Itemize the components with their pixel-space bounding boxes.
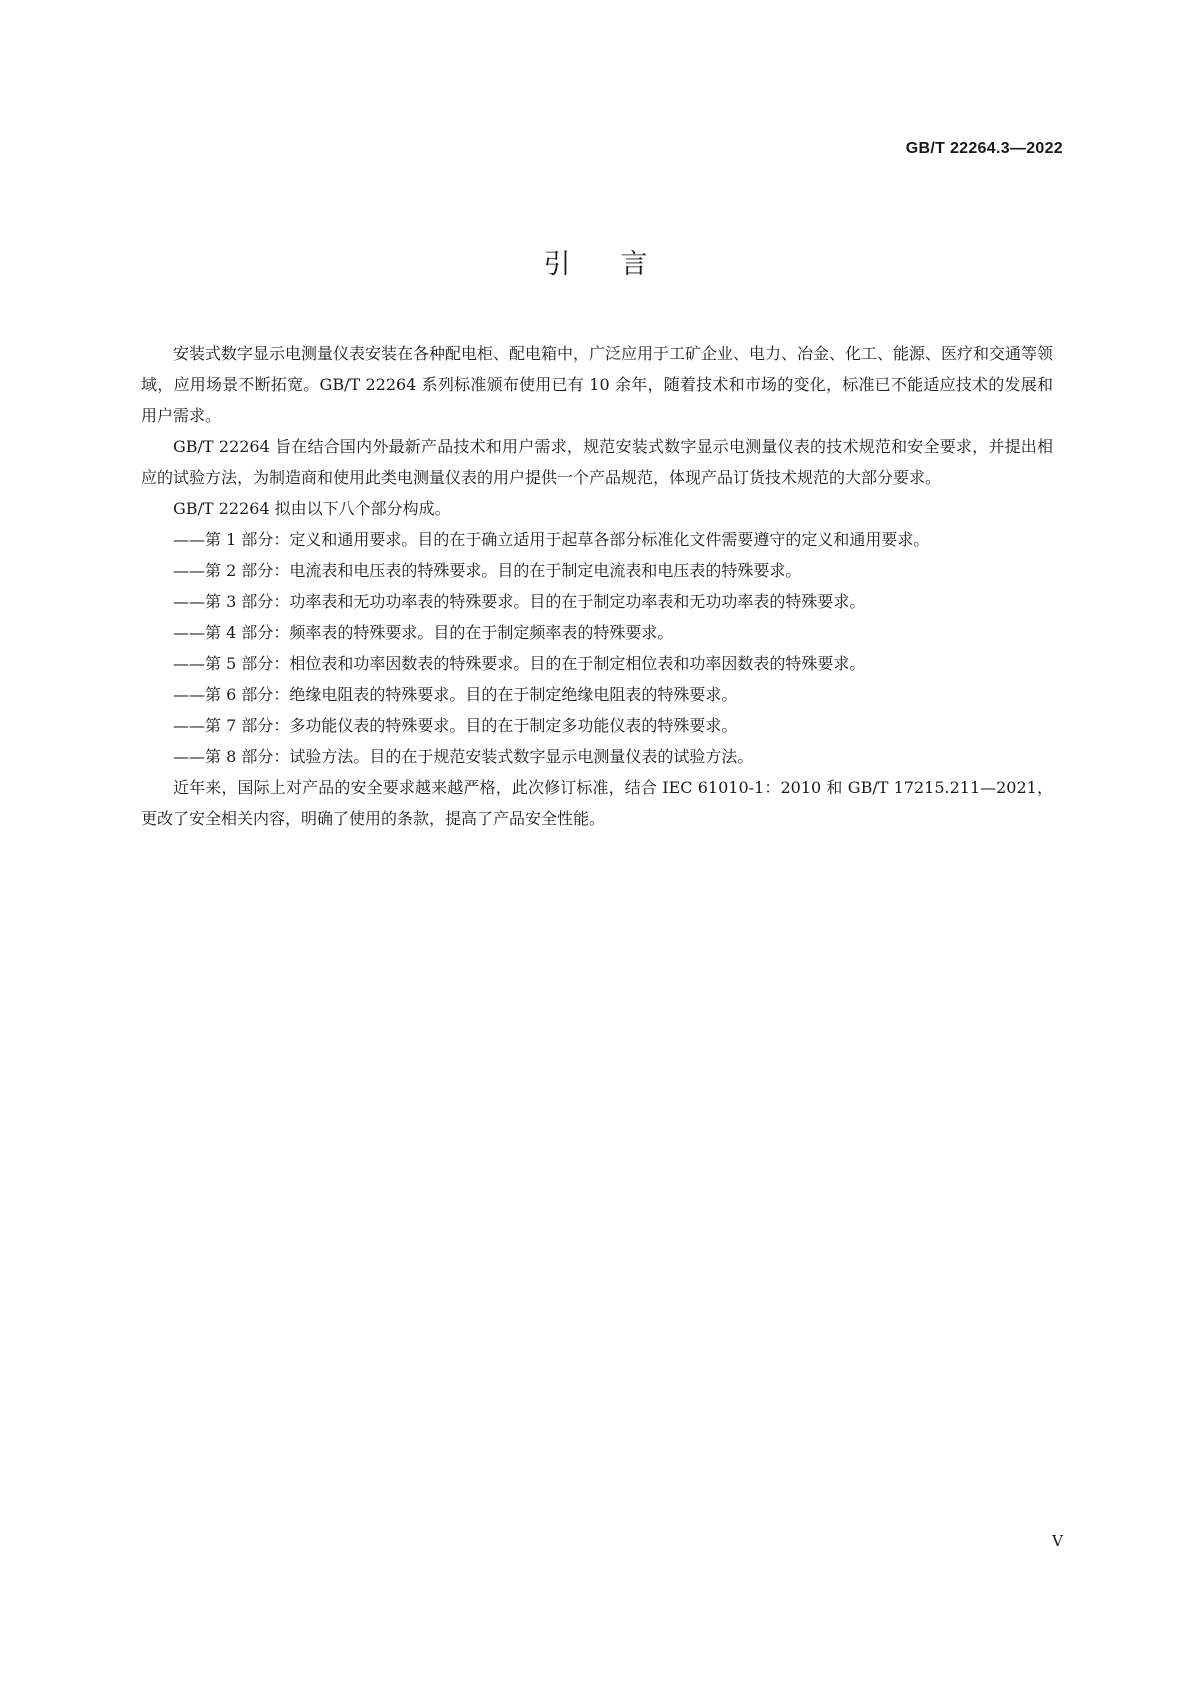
part-5-item: ——第 5 部分：相位表和功率因数表的特殊要求。目的在于制定相位表和功率因数表的特殊要求。 bbox=[173, 654, 866, 673]
closing-paragraph: 近年来，国际上对产品的安全要求越来越严格，此次修订标准，结合 IEC 61010-1：2010 和 GB/T 17215.211—2021，更改了安全相关内容，明确了使用的条款，提高了产品安全性能。 bbox=[141, 778, 1053, 828]
part-7-item: ——第 7 部分：多功能仪表的特殊要求。目的在于制定多功能仪表的特殊要求。 bbox=[173, 716, 738, 735]
page-title: 引言 bbox=[543, 249, 698, 280]
intro-paragraph-3: GB/T 22264 拟由以下八个部分构成。 bbox=[173, 499, 451, 518]
parts-list bbox=[141, 524, 1053, 772]
page-number: V bbox=[1052, 1532, 1063, 1550]
part-3-item: ——第 3 部分：功率表和无功功率表的特殊要求。目的在于制定功率表和无功功率表的特殊要求。 bbox=[173, 592, 866, 611]
part-1-item: ——第 1 部分：定义和通用要求。目的在于确立适用于起草各部分标准化文件需要遵守的定义和通用要求。 bbox=[173, 530, 930, 549]
intro-paragraph-1: 安装式数字显示电测量仪表安装在各种配电柜、配电箱中，广泛应用于工矿企业、电力、冶金、化工、能源、医疗和交通等领域，应用场景不断拓宽。GB/T 22264 系列标准颁布使用已有 10 余年，随着技术和市场的变化，标准已不能适应技术的发展和用户需求。 bbox=[141, 344, 1054, 425]
part-6-item: ——第 6 部分：绝缘电阻表的特殊要求。目的在于制定绝缘电阻表的特殊要求。 bbox=[173, 685, 738, 704]
introduction-body bbox=[141, 338, 1053, 834]
part-2-item: ——第 2 部分：电流表和电压表的特殊要求。目的在于制定电流表和电压表的特殊要求。 bbox=[173, 561, 802, 580]
standard-code: GB/T 22264.3—2022 bbox=[905, 140, 1063, 157]
intro-paragraph-2: GB/T 22264 旨在结合国内外最新产品技术和用户需求，规范安装式数字显示电测量仪表的技术规范和安全要求，并提出相应的试验方法，为制造商和使用此类电测量仪表的用户提供一个产品规范，体现产品订货技术规范的大部分要求。 bbox=[141, 437, 1053, 487]
part-4-item: ——第 4 部分：频率表的特殊要求。目的在于制定频率表的特殊要求。 bbox=[173, 623, 674, 642]
part-8-item: ——第 8 部分：试验方法。目的在于规范安装式数字显示电测量仪表的试验方法。 bbox=[173, 747, 754, 766]
